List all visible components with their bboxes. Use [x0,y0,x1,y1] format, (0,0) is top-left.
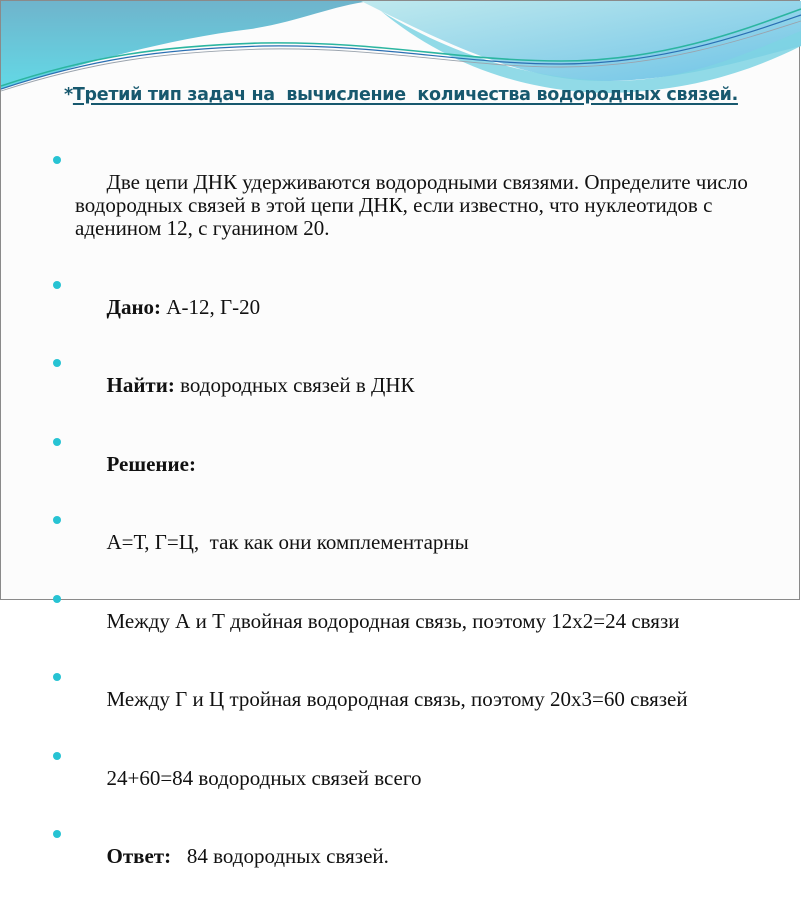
bullet-text: Между А и Т двойная водородная связь, поэтому 12х2=24 связи [106,608,680,633]
bullet-text: водородных связей в ДНК [174,373,415,397]
slide-title [1,85,801,105]
bullet-dot-icon [53,595,61,603]
bullet-dot-icon [53,673,61,681]
bullet-item-complementary [53,508,773,577]
bullet-item-find [53,351,773,420]
bullet-dot-icon [53,516,61,524]
bullet-item-given [53,273,773,342]
bullet-item-gc-bonds [53,665,773,734]
bullet-item-answer [53,822,773,891]
bullet-list [53,148,773,901]
bullet-dot-icon [53,830,61,838]
bullet-text: Две цепи ДНК удерживаются водородными связями. Определите число водородных связей в этой цепи ДНК, если известно, что нуклеотидов с аденином 12, с гуанином 20. [75,170,754,240]
bullet-text: 84 водородных связей. [171,844,389,868]
bullet-label: Найти: [106,373,175,397]
bullet-item-at-bonds [53,587,773,656]
bullet-label: Ответ: [106,844,172,868]
bullet-dot-icon [53,281,61,289]
bullet-dot-icon [53,752,61,760]
bullet-dot-icon [53,438,61,446]
bullet-label: Решение: [106,451,196,476]
bullet-item-total [53,744,773,813]
bullet-item-solution [53,430,773,499]
bullet-text: А-12, Г-20 [161,294,261,319]
bullet-item-problem [53,148,773,263]
header-wave-decoration [1,1,801,131]
bullet-text: Между Г и Ц тройная водородная связь, поэтому 20х3=60 связей [106,687,688,711]
bullet-text: 24+60=84 водородных связей всего [106,765,422,790]
title-text: Третий тип задач на вычисление количества водородных связей. [72,85,738,105]
bullet-dot-icon [53,359,61,367]
bullet-label: Дано: [106,294,162,319]
bullet-text: А=Т, Г=Ц, так как они комплементарны [106,530,469,554]
title-asterisk: * [64,85,73,105]
bullet-dot-icon [53,156,61,164]
